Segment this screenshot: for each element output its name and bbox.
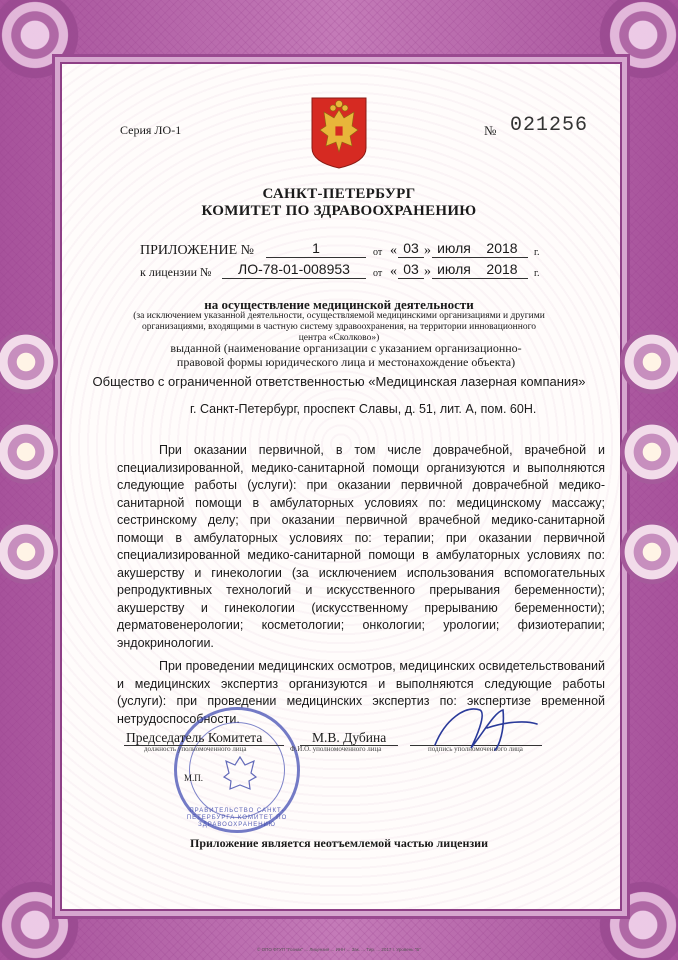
license-month: июля <box>432 261 476 279</box>
official-stamp <box>174 707 300 833</box>
ornament-right-3 <box>620 520 678 584</box>
seal-place-label: М.П. <box>184 773 204 783</box>
number-label: № <box>484 123 497 138</box>
appendix-month: июля <box>432 240 476 258</box>
license-quote-close: » <box>424 264 431 279</box>
appendix-label: ПРИЛОЖЕНИЕ № <box>140 243 254 258</box>
license-year: 2018 <box>476 261 528 279</box>
appendix-from-label: от <box>373 247 383 258</box>
stamp-emblem-icon <box>220 753 260 793</box>
appendix-year: 2018 <box>476 240 528 258</box>
caption-name: Ф.И.О. уполномоченного лица <box>290 745 382 753</box>
appendix-day: 03 <box>398 240 424 258</box>
activity-exclusion-note: (за исключением указанной деятельности, осуществляемой медицинскими организациями и другими организациями, входящими в частную систему здравоохранения, на территории инновационного центра «Сколково») <box>133 311 545 343</box>
activity-title: на осуществление медицинской деятельности <box>204 297 474 312</box>
caption-role: должность уполномоченного лица <box>144 745 247 753</box>
license-from-label: от <box>373 268 383 279</box>
appendix-number: 1 <box>266 240 366 258</box>
series-label: Серия ЛО-1 <box>120 123 182 137</box>
issued-to-caption: выданной (наименование организации с указанием организационно-правовой формы юридического лица и местонахождение объекта) <box>170 341 522 369</box>
ornament-left-2 <box>0 420 58 484</box>
ornament-right-2 <box>620 420 678 484</box>
appendix-quote-open: « <box>390 243 397 258</box>
organization-address: г. Санкт-Петербург, проспект Славы, д. 51, лит. А, пом. 60Н. <box>190 402 537 416</box>
printer-fineprint: © ОПО ФГУП "Гознак" ... Лицензия ... ИНН ... Зак. ... Тир. ... 2017 г. Уровень "Б" <box>257 947 421 952</box>
services-paragraph-primary-care: При оказании первичной, в том числе доврачебной, врачебной и специализированной, медико-санитарной помощи организуются и выполняются следующие работы (услуги): при оказании первичной доврачебной медико-санитарной помощи в амбулаторных условиях по: медицинскому массажу; сестринскому делу; при оказании первичной врачебной медико-санитарной помощи в амбулаторных условиях по: терапии; при оказании первичной специализированной медико-санитарной помощи в амбулаторных условиях по: акушерству и гинекологии (за исключением использования вспомогательных репродуктивных технологий и искусственного прерывания беременности); акушерству и гинекологии (искусственному прерыванию беременности); дерматовенерологии; косметологии; онкологии; урологии; физиотерапии; эндокринологии. <box>117 443 605 650</box>
coat-of-arms-icon <box>310 96 368 170</box>
signatory-role: Председатель Комитета <box>126 730 263 745</box>
stamp-text: ПРАВИТЕЛЬСТВО САНКТ-ПЕТЕРБУРГА КОМИТЕТ ПО ЗДРАВООХРАНЕНИЮ <box>186 808 288 828</box>
appendix-footer-note: Приложение является неотъемлемой частью лицензии <box>189 836 489 850</box>
appendix-year-suffix: г. <box>534 247 540 258</box>
ornament-left-3 <box>0 520 58 584</box>
form-number: 021256 <box>510 114 589 137</box>
license-label: к лицензии № <box>140 265 212 279</box>
license-day: 03 <box>398 261 424 279</box>
services-text <box>117 442 605 728</box>
document-committee: КОМИТЕТ ПО ЗДРАВООХРАНЕНИЮ <box>201 203 477 219</box>
document-city: САНКТ-ПЕТЕРБУРГ <box>262 186 416 202</box>
license-quote-open: « <box>390 264 397 279</box>
signatory-name: М.В. Дубина <box>312 730 387 745</box>
license-number: ЛО-78-01-008953 <box>222 261 366 279</box>
organization-name: Общество с ограниченной ответственностью «Медицинская лазерная компания» <box>92 374 586 389</box>
caption-signature: подпись уполномоченного лица <box>428 745 523 753</box>
appendix-quote-close: » <box>424 243 431 258</box>
handwritten-signature <box>425 700 545 760</box>
license-year-suffix: г. <box>534 268 540 279</box>
services-paragraph-examinations: При проведении медицинских осмотров, медицинских освидетельствований и медицинских экспертиз организуются и выполняются следующие работы (услуги): при проведении медицинских экспертиз по: экспертизе временной нетрудоспособности. <box>117 659 605 726</box>
